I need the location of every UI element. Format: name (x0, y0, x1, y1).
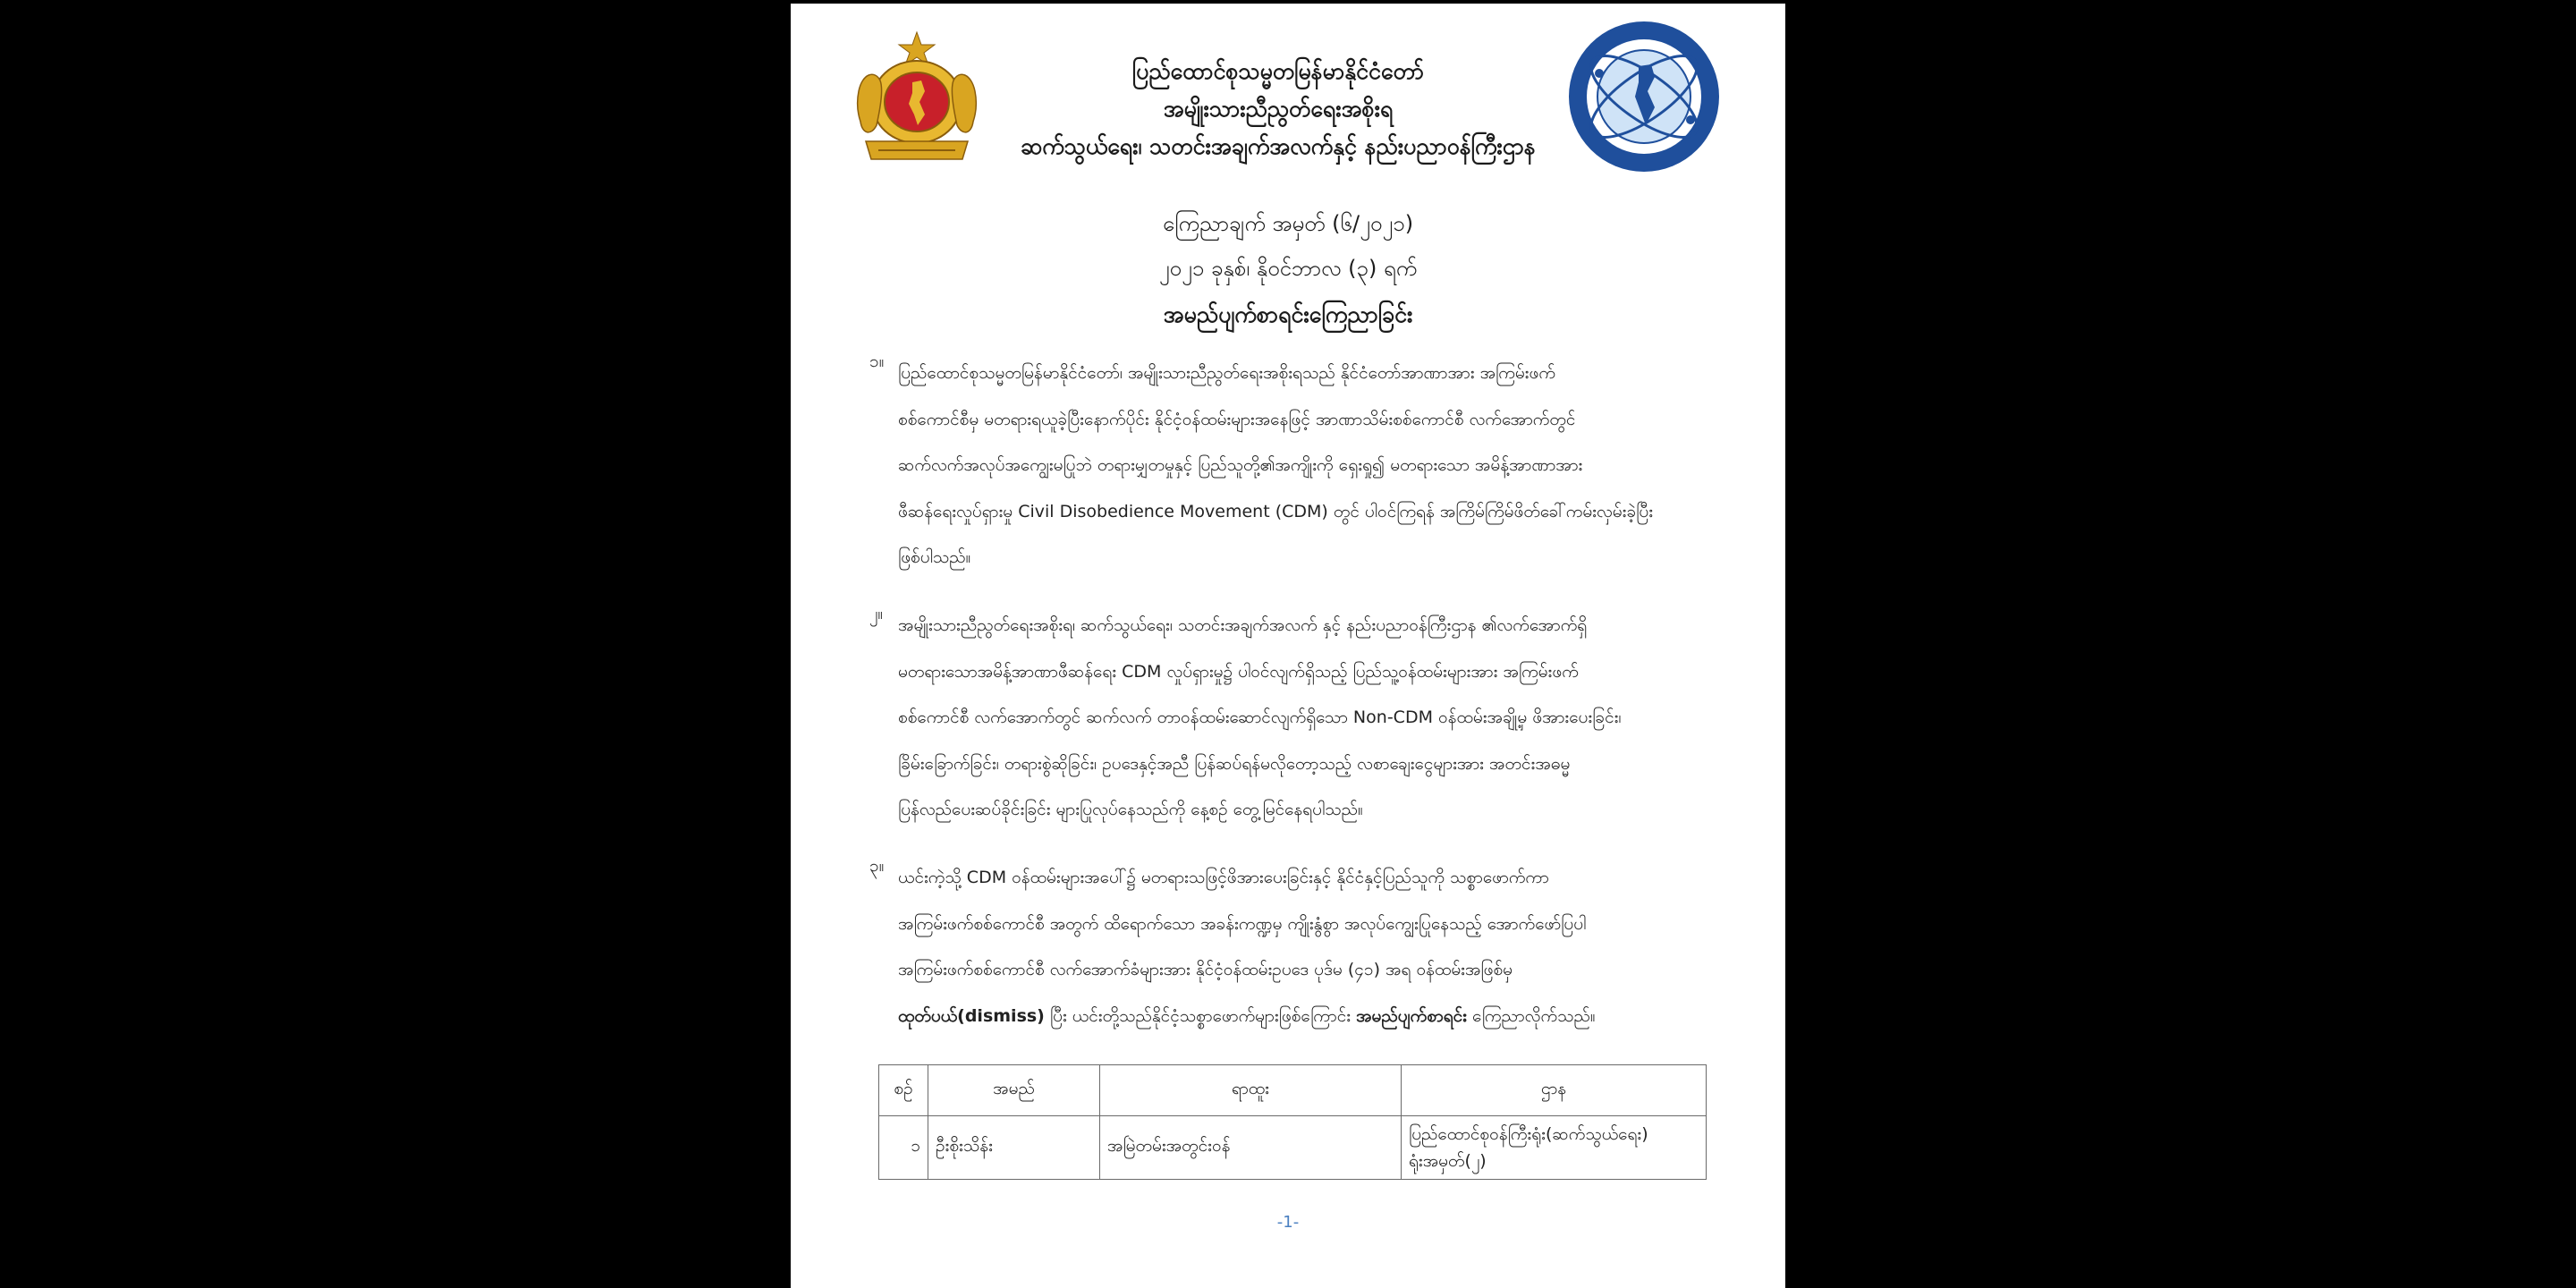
paragraph-line: အမျိုးသားညီညွတ်ရေးအစိုးရ၊ ဆက်သွယ်ရေး၊ သတင်းအချက်အလက် နှင့် နည်းပညာဝန်ကြီးဌာန ၏လက်အောက်ရှိ (898, 615, 1588, 635)
state-seal-emblem-icon (853, 29, 980, 165)
paragraph-line: ခြိမ်းခြောက်ခြင်း၊ တရားစွဲဆိုခြင်း၊ ဥပဒေနှင့်အညီ ပြန်ဆပ်ရန်မလိုတော့သည့် လစာချေးငွေများအား အတင်းအဓမ္မ (898, 753, 1571, 774)
header-ministry: ဆက်သွယ်ရေး၊ သတင်းအချက်အလက်နှင့် နည်းပညာဝန်ကြီးဌာန (1021, 133, 1536, 159)
paragraph-line: အကြမ်းဖက်စစ်ကောင်စီ အတွက် ထိရောက်သော အခန်းကဏ္ဍမှ ကျိုးနွံစွာ အလုပ်ကျွေးပြုနေသည့် အောက်ဖော်ပြပါ (898, 913, 1587, 934)
announcement-number: ကြေညာချက် အမှတ် (၆/၂၀၂၁) (1162, 211, 1414, 236)
paragraph-number: ၂။ (869, 604, 884, 623)
paragraph-3 (869, 855, 1701, 1039)
paragraph-line: ပြည်ထောင်စုသမ္မတမြန်မာနိုင်ငံတော်၊ အမျိုးသားညီညွတ်ရေးအစိုးရသည် နိုင်ငံတော်အာဏာအား အကြမ်းဖက် (898, 363, 1555, 383)
column-header-number: စဉ် (879, 1065, 928, 1116)
announcement-title: အမည်ပျက်စာရင်းကြေညာခြင်း (1163, 301, 1413, 327)
table-row (879, 1116, 1707, 1180)
paragraph-line: အကြမ်းဖက်စစ်ကောင်စီ လက်အောက်ခံများအား နိုင်ငံ့ဝန်ထမ်းဥပဒေ ပုဒ်မ (၄၁) အရ ဝန်ထမ်းအဖြစ်မှ (898, 960, 1513, 979)
cell-number: ၁ (879, 1116, 928, 1180)
paragraph-1 (869, 351, 1701, 581)
paragraph-number: ၃။ (869, 856, 885, 876)
table-header-row (879, 1065, 1707, 1116)
column-header-name: အမည် (928, 1065, 1100, 1116)
cell-department (1402, 1116, 1707, 1180)
department-line: ရုံးအမှတ်(၂) (1409, 1151, 1487, 1171)
blacklist-text: အမည်ပျက်စာရင်း (1356, 1005, 1467, 1026)
paragraph-text: ကြေညာလိုက်သည်။ (1466, 1005, 1596, 1026)
paragraph-line: ဖြစ်ပါသည်။ (898, 547, 971, 567)
paragraph-line: စစ်ကောင်စီမှ မတရားရယူခဲ့ပြီးနောက်ပိုင်း နိုင်ငံ့ဝန်ထမ်းများအနေဖြင့် အာဏာသိမ်းစစ်ကောင်စီ လက်အောက်တွင် (898, 409, 1576, 429)
department-line: ပြည်ထောင်စုဝန်ကြီးရုံး(ဆက်သွယ်ရေး) (1409, 1124, 1648, 1144)
ministry-globe-logo-icon (1567, 20, 1721, 174)
column-header-rank: ရာထူး (1100, 1065, 1402, 1116)
paragraph-line: မတရားသောအမိန့်အာဏာဖီဆန်ရေး CDM လှုပ်ရှားမှု၌ ပါဝင်လျက်ရှိသည့် ပြည်သူ့ဝန်ထမ်းများအား အကြမ်းဖက် (898, 661, 1579, 682)
dismiss-text: ထုတ်ပယ်(dismiss) (898, 1005, 1045, 1026)
paragraph-line: ဆက်လက်အလုပ်အကျွေးမပြုဘဲ တရားမျှတမှုနှင့် ပြည်သူတို့၏အကျိုးကို ရှေးရှု၍ မတရားသော အမိန့်အာဏာအား (898, 455, 1583, 475)
paragraph-line: ဖီဆန်ရေးလှုပ်ရှားမှု Civil Disobedience Movement (CDM) တွင် ပါဝင်ကြရန် အကြိမ်ကြိမ်ဖိတ်ခေါ်ကမ်းလှမ်းခဲ့ပြီး (898, 501, 1654, 521)
blacklist-table (878, 1064, 1707, 1180)
paragraph-line: စစ်ကောင်စီ လက်အောက်တွင် ဆက်လက် တာဝန်ထမ်းဆောင်လျက်ရှိသော Non-CDM ဝန်ထမ်းအချို့မှ ဖိအားပေးခြင်း၊ (898, 708, 1622, 727)
page-number: -1- (1276, 1213, 1300, 1232)
paragraph-2 (869, 603, 1701, 834)
cell-rank: အမြဲတမ်းအတွင်းဝန် (1100, 1116, 1402, 1180)
cell-name: ဦးစိုးသိန်း (928, 1116, 1100, 1180)
paragraph-number: ၁။ (869, 352, 885, 371)
paragraph-line: ယင်းကဲ့သို့ CDM ဝန်ထမ်းများအပေါ်၌ မတရားသဖြင့်ဖိအားပေးခြင်းနှင့် နိုင်ငံနှင့်ပြည်သူကို သစ္စာဖောက်ကာ (898, 868, 1549, 887)
paragraph-text: ပြီး ယင်းတို့သည်နိုင်ငံ့သစ္စာဖောက်များဖြစ်ကြောင်း (1044, 1005, 1357, 1026)
announcement-date: ၂၀၂၁ ခုနှစ်၊ နိုဝင်ဘာလ (၃) ရက် (1158, 256, 1418, 281)
document-page (791, 4, 1785, 1288)
ministry-header (1005, 53, 1551, 165)
header-government: အမျိုးသားညီညွတ်ရေးအစိုးရ (1163, 96, 1394, 122)
header-country: ပြည်ထောင်စုသမ္မတမြန်မာနိုင်ငံတော် (1131, 58, 1425, 84)
paragraph-line: ပြန်လည်ပေးဆပ်ခိုင်းခြင်း များပြုလုပ်နေသည်ကို နေ့စဉ် တွေ့မြင်နေရပါသည်။ (898, 800, 1363, 819)
column-header-department: ဌာန (1402, 1065, 1707, 1116)
paragraph-last-line (898, 994, 1701, 1040)
